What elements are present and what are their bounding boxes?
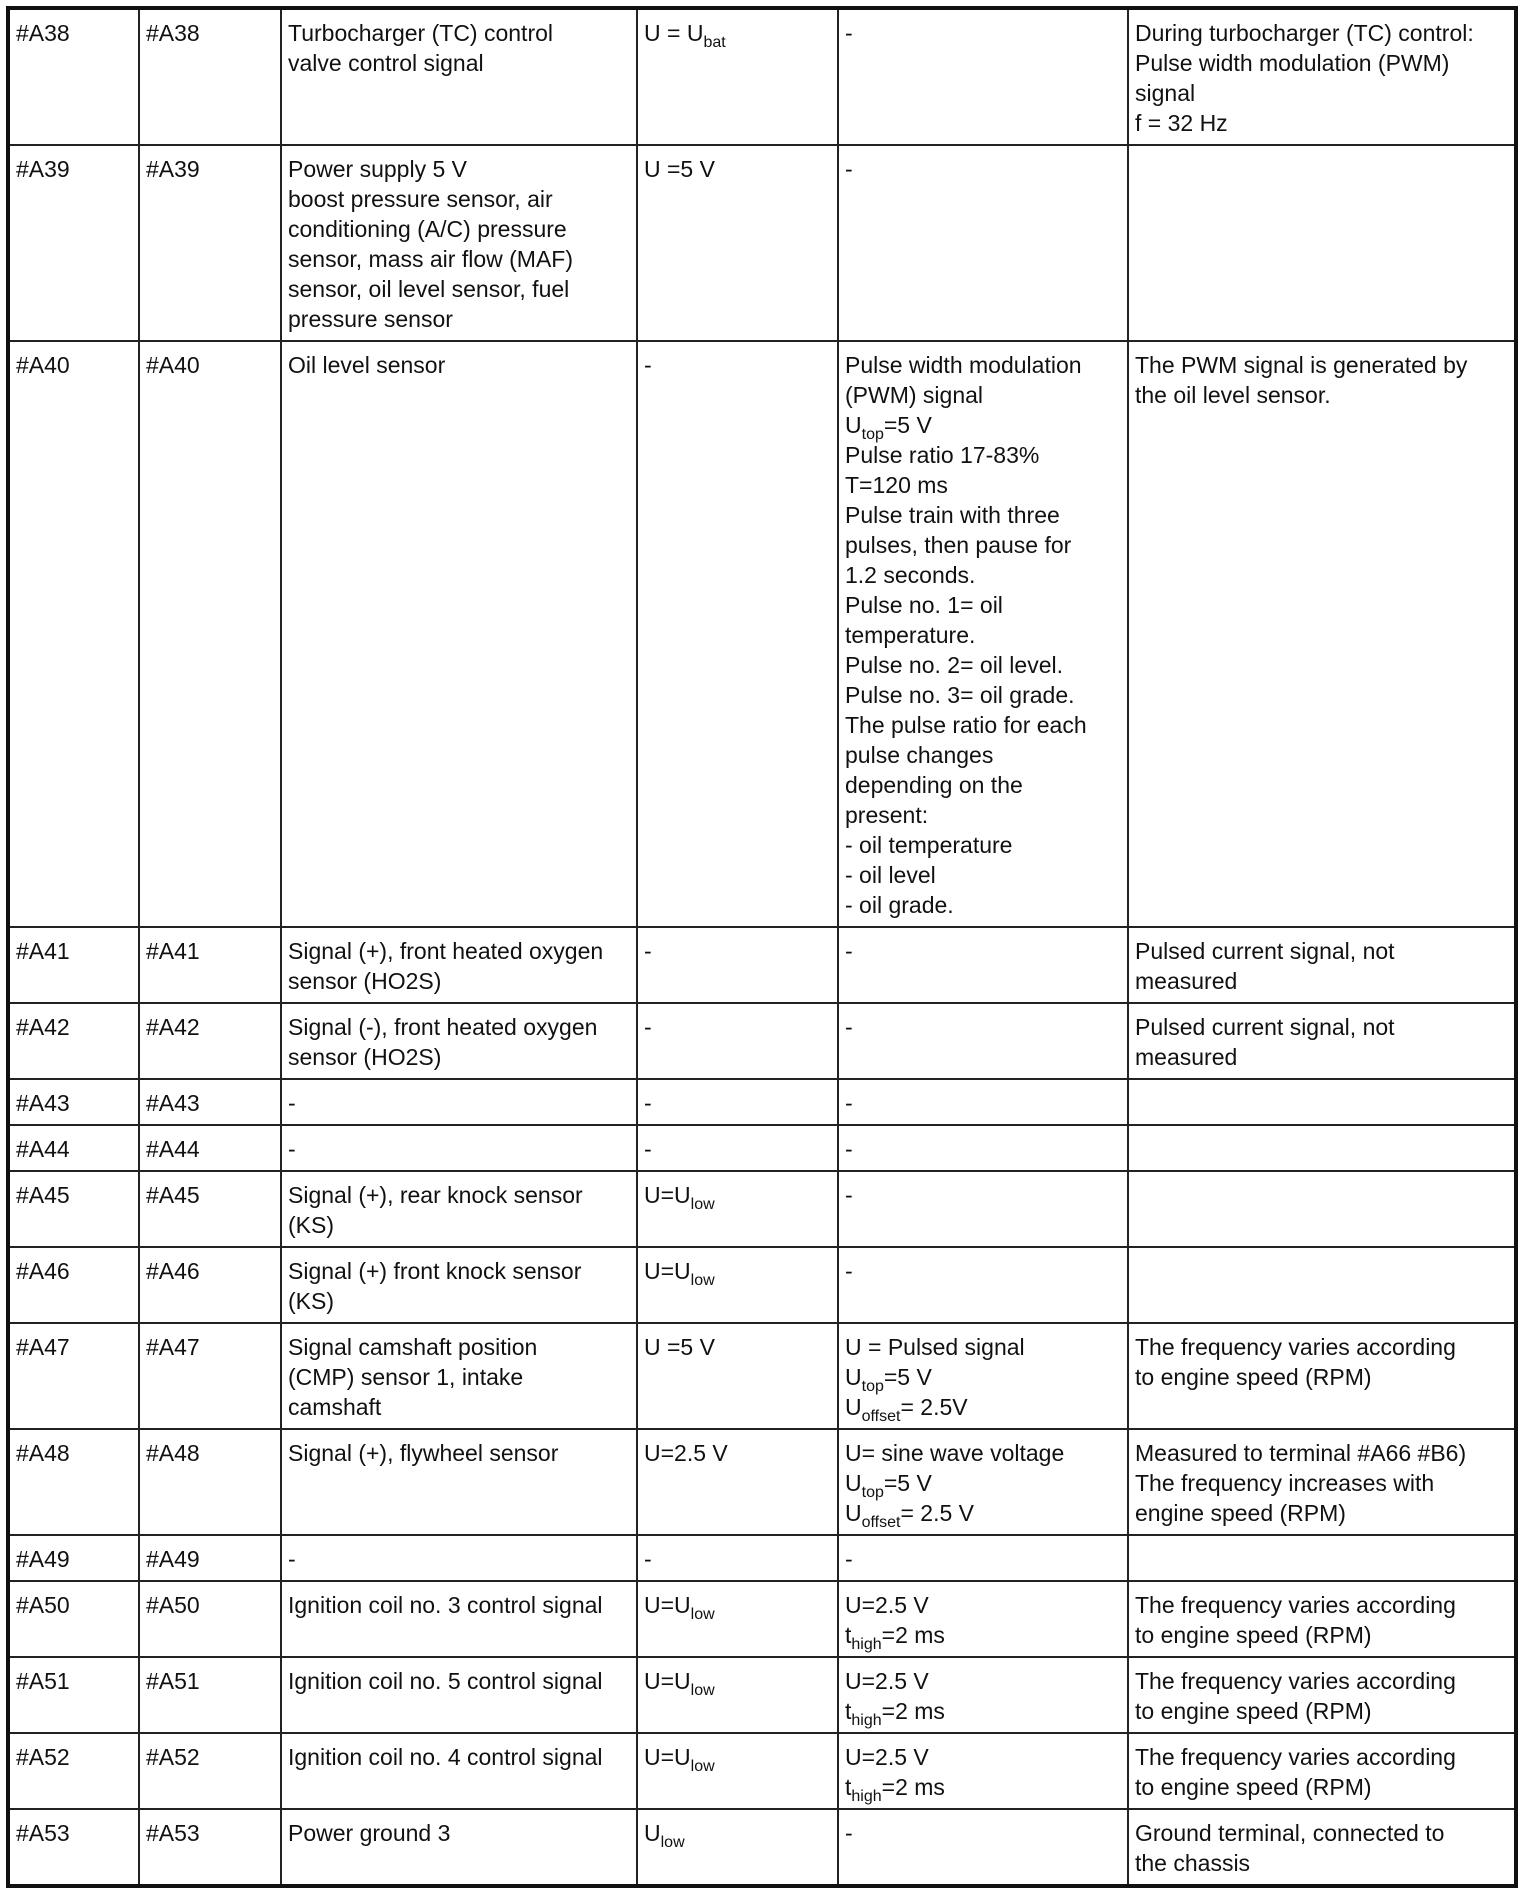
note-cell: Pulsed current signal, not measured — [1128, 1003, 1516, 1079]
signal-cell-text: U=2.5 V t — [845, 1744, 929, 1800]
connector-pin-cell: #A40 — [139, 341, 281, 927]
voltage-cell-subscript: bat — [703, 34, 726, 51]
voltage-cell-text: - — [644, 352, 652, 378]
voltage-cell — [637, 1429, 838, 1535]
signal-cell-text: =5 V Pulse ratio 17-83% T=120 ms Pulse train with three pulses, then pause for 1.2 seconds. Pulse no. 1= oil temperature. Pulse no. 2= oil level. Pulse no. 3= oil grade. The pulse ratio for each pulse changes depending on the present: - oil temperature - oil level - oil grade. — [845, 412, 1087, 918]
voltage-cell-subscript: low — [690, 1606, 715, 1623]
voltage-cell-subscript: low — [660, 1834, 685, 1851]
voltage-cell — [637, 1079, 838, 1125]
description-cell: Signal (+), front heated oxygen sensor (HO2S) — [281, 927, 637, 1003]
signal-cell — [838, 1535, 1128, 1581]
signal-cell-text: =5 V U — [845, 1364, 932, 1420]
description-cell: Turbocharger (TC) control valve control signal — [281, 8, 637, 145]
signal-cell-subscript: high — [851, 1636, 882, 1653]
connector-pin-cell: #A46 — [139, 1247, 281, 1323]
voltage-cell-text: U=U — [644, 1182, 691, 1208]
table-row — [8, 1429, 1516, 1535]
connector-pin-cell: #A51 — [139, 1657, 281, 1733]
description-cell: Oil level sensor — [281, 341, 637, 927]
description-cell: Signal (-), front heated oxygen sensor (HO2S) — [281, 1003, 637, 1079]
voltage-cell-text: - — [644, 1136, 652, 1162]
table-row — [8, 927, 1516, 1003]
voltage-cell-text: U=U — [644, 1592, 691, 1618]
table-row — [8, 1657, 1516, 1733]
signal-cell-subscript: high — [851, 1788, 882, 1805]
connector-pin-cell: #A43 — [139, 1079, 281, 1125]
pin-cell: #A42 — [8, 1003, 139, 1079]
voltage-cell-text: U=U — [644, 1668, 691, 1694]
signal-cell-text: U=2.5 V t — [845, 1592, 929, 1648]
description-cell: Signal (+), rear knock sensor (KS) — [281, 1171, 637, 1247]
terminal-table — [6, 6, 1518, 1888]
voltage-cell — [637, 1003, 838, 1079]
pin-cell: #A38 — [8, 8, 139, 145]
table-row — [8, 1247, 1516, 1323]
signal-cell-text: U= sine wave voltage U — [845, 1440, 1065, 1496]
note-cell — [1128, 145, 1516, 341]
voltage-cell-text: U =5 V — [644, 1334, 715, 1360]
note-cell: The frequency varies according to engine speed (RPM) — [1128, 1657, 1516, 1733]
note-cell: Ground terminal, connected to the chassis — [1128, 1809, 1516, 1886]
note-cell: During turbocharger (TC) control: Pulse width modulation (PWM) signal f = 32 Hz — [1128, 8, 1516, 145]
description-cell: - — [281, 1535, 637, 1581]
description-cell: Signal (+) front knock sensor (KS) — [281, 1247, 637, 1323]
description-cell: Power supply 5 V boost pressure sensor, air conditioning (A/C) pressure sensor, mass air flow (MAF) sensor, oil level sensor, fuel pressure sensor — [281, 145, 637, 341]
signal-cell-text: - — [845, 1546, 853, 1572]
voltage-cell — [637, 1809, 838, 1886]
voltage-cell-subscript: low — [690, 1196, 715, 1213]
description-cell: - — [281, 1125, 637, 1171]
signal-cell-text: - — [845, 1182, 853, 1208]
note-cell: Measured to terminal #A66 #B6) The frequency increases with engine speed (RPM) — [1128, 1429, 1516, 1535]
connector-pin-cell: #A39 — [139, 145, 281, 341]
signal-cell-text: U=2.5 V t — [845, 1668, 929, 1724]
signal-cell-subscript: top — [861, 1378, 884, 1395]
connector-pin-cell: #A49 — [139, 1535, 281, 1581]
signal-cell-text: =5 V U — [845, 1470, 932, 1526]
signal-cell-subscript: offset — [861, 1408, 901, 1425]
connector-pin-cell: #A45 — [139, 1171, 281, 1247]
signal-cell-text: - — [845, 1258, 853, 1284]
table-row — [8, 1079, 1516, 1125]
table-row — [8, 145, 1516, 341]
signal-cell-text: =2 ms — [881, 1698, 945, 1724]
signal-cell — [838, 1733, 1128, 1809]
pin-cell: #A49 — [8, 1535, 139, 1581]
pin-cell: #A40 — [8, 341, 139, 927]
note-cell: Pulsed current signal, not measured — [1128, 927, 1516, 1003]
voltage-cell — [637, 1323, 838, 1429]
voltage-cell — [637, 341, 838, 927]
signal-cell — [838, 1125, 1128, 1171]
pin-cell: #A47 — [8, 1323, 139, 1429]
voltage-cell-text: - — [644, 1014, 652, 1040]
pin-cell: #A41 — [8, 927, 139, 1003]
note-cell — [1128, 1535, 1516, 1581]
connector-pin-cell: #A52 — [139, 1733, 281, 1809]
pin-cell: #A44 — [8, 1125, 139, 1171]
voltage-cell-subscript: low — [690, 1272, 715, 1289]
table-row — [8, 1581, 1516, 1657]
note-cell: The frequency varies according to engine speed (RPM) — [1128, 1733, 1516, 1809]
table-row — [8, 1809, 1516, 1886]
signal-cell — [838, 1657, 1128, 1733]
table-row — [8, 1003, 1516, 1079]
signal-cell-subscript: offset — [861, 1514, 901, 1531]
signal-cell — [838, 341, 1128, 927]
pin-cell: #A46 — [8, 1247, 139, 1323]
pin-cell: #A53 — [8, 1809, 139, 1886]
connector-pin-cell: #A44 — [139, 1125, 281, 1171]
signal-cell-subscript: top — [861, 1484, 884, 1501]
note-cell — [1128, 1171, 1516, 1247]
signal-cell-subscript: high — [851, 1712, 882, 1729]
description-cell: Signal (+), flywheel sensor — [281, 1429, 637, 1535]
terminal-table-body — [8, 8, 1516, 1886]
voltage-cell — [637, 1125, 838, 1171]
connector-pin-cell: #A41 — [139, 927, 281, 1003]
signal-cell — [838, 1079, 1128, 1125]
voltage-cell — [637, 145, 838, 341]
voltage-cell-text: U=U — [644, 1258, 691, 1284]
note-cell: The PWM signal is generated by the oil level sensor. — [1128, 341, 1516, 927]
signal-cell-text: - — [845, 1136, 853, 1162]
signal-cell-text: - — [845, 1014, 853, 1040]
connector-pin-cell: #A38 — [139, 8, 281, 145]
table-row — [8, 1323, 1516, 1429]
connector-pin-cell: #A48 — [139, 1429, 281, 1535]
note-cell: The frequency varies according to engine speed (RPM) — [1128, 1323, 1516, 1429]
note-cell — [1128, 1247, 1516, 1323]
signal-cell — [838, 1247, 1128, 1323]
table-row — [8, 341, 1516, 927]
signal-cell-text: - — [845, 938, 853, 964]
signal-cell-text: Pulse width modulation (PWM) signal U — [845, 352, 1082, 438]
signal-cell-text: - — [845, 20, 853, 46]
voltage-cell-text: - — [644, 1090, 652, 1116]
signal-cell — [838, 1581, 1128, 1657]
signal-cell-text: U = Pulsed signal U — [845, 1334, 1025, 1390]
voltage-cell-text: - — [644, 938, 652, 964]
voltage-cell-text: U=U — [644, 1744, 691, 1770]
connector-pin-cell: #A42 — [139, 1003, 281, 1079]
voltage-cell-text: U = U — [644, 20, 704, 46]
voltage-cell-text: - — [644, 1546, 652, 1572]
description-cell: Power ground 3 — [281, 1809, 637, 1886]
voltage-cell — [637, 1535, 838, 1581]
signal-cell-text: - — [845, 156, 853, 182]
description-cell: Ignition coil no. 5 control signal — [281, 1657, 637, 1733]
table-row — [8, 1535, 1516, 1581]
table-row — [8, 8, 1516, 145]
description-cell: Signal camshaft position (CMP) sensor 1, intake camshaft — [281, 1323, 637, 1429]
description-cell: Ignition coil no. 3 control signal — [281, 1581, 637, 1657]
voltage-cell-text: U =5 V — [644, 156, 715, 182]
signal-cell-text: - — [845, 1820, 853, 1846]
signal-cell — [838, 927, 1128, 1003]
voltage-cell — [637, 1733, 838, 1809]
note-cell — [1128, 1125, 1516, 1171]
table-row — [8, 1125, 1516, 1171]
voltage-cell — [637, 1657, 838, 1733]
signal-cell — [838, 1429, 1128, 1535]
voltage-cell — [637, 1171, 838, 1247]
signal-cell — [838, 1323, 1128, 1429]
voltage-cell — [637, 1247, 838, 1323]
voltage-cell — [637, 8, 838, 145]
pin-cell: #A50 — [8, 1581, 139, 1657]
voltage-cell-subscript: low — [690, 1758, 715, 1775]
signal-cell-subscript: top — [861, 426, 884, 443]
pin-cell: #A45 — [8, 1171, 139, 1247]
voltage-cell — [637, 927, 838, 1003]
signal-cell-text: = 2.5V — [900, 1394, 968, 1420]
connector-pin-cell: #A47 — [139, 1323, 281, 1429]
pin-cell: #A51 — [8, 1657, 139, 1733]
table-row — [8, 1733, 1516, 1809]
signal-cell — [838, 1171, 1128, 1247]
signal-cell — [838, 1809, 1128, 1886]
pin-cell: #A43 — [8, 1079, 139, 1125]
voltage-cell-subscript: low — [690, 1682, 715, 1699]
signal-cell — [838, 1003, 1128, 1079]
pin-cell: #A48 — [8, 1429, 139, 1535]
signal-cell-text: =2 ms — [881, 1774, 945, 1800]
signal-cell-text: - — [845, 1090, 853, 1116]
voltage-cell-text: U=2.5 V — [644, 1440, 728, 1466]
connector-pin-cell: #A53 — [139, 1809, 281, 1886]
pin-cell: #A39 — [8, 145, 139, 341]
pin-cell: #A52 — [8, 1733, 139, 1809]
note-cell: The frequency varies according to engine speed (RPM) — [1128, 1581, 1516, 1657]
signal-cell-text: =2 ms — [881, 1622, 945, 1648]
table-row — [8, 1171, 1516, 1247]
description-cell: - — [281, 1079, 637, 1125]
voltage-cell — [637, 1581, 838, 1657]
signal-cell — [838, 8, 1128, 145]
signal-cell — [838, 145, 1128, 341]
voltage-cell-text: U — [644, 1820, 661, 1846]
description-cell: Ignition coil no. 4 control signal — [281, 1733, 637, 1809]
connector-pin-cell: #A50 — [139, 1581, 281, 1657]
note-cell — [1128, 1079, 1516, 1125]
signal-cell-text: = 2.5 V — [900, 1500, 974, 1526]
